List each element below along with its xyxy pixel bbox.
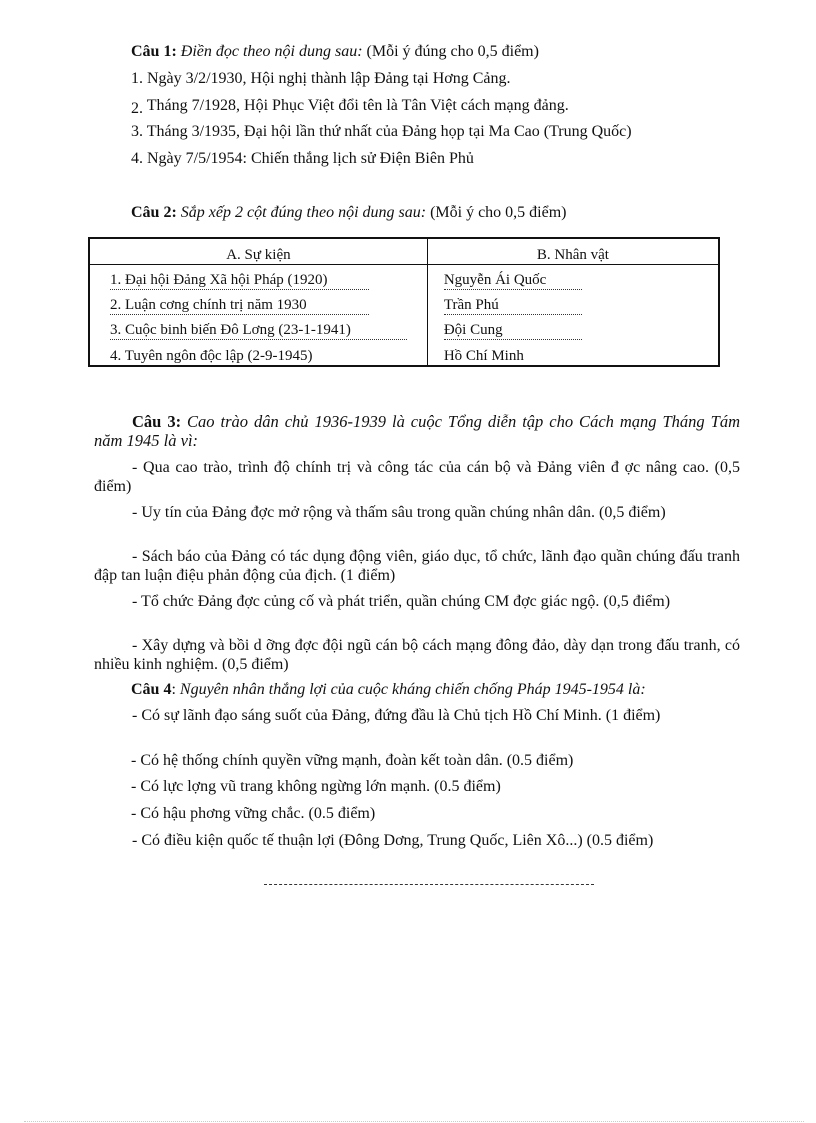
q3-point-2	[94, 503, 740, 522]
q1-item-4: 4. Ngày 7/5/1954: Chiến thắng lịch sử Điện Biên Phủ	[131, 150, 474, 167]
q3-point-text: - Sách báo của Đảng có tác dụng động viên, giáo dục, tổ chức, lãnh đạo quần chúng đấu tranh đập tan luận điệu phản động của địch. (1 điểm)	[94, 548, 740, 584]
q1-item-2-number: 2.	[131, 100, 143, 117]
q3-point-text: - Xây dựng và bồi d ỡng đợc đội ngũ cán bộ cách mạng đông đảo, dày dạn trong đấu tranh, có nhiều kinh nghiệm. (0,5 điểm)	[94, 637, 740, 673]
q1-item-1: 1. Ngày 3/2/1930, Hội nghị thành lập Đảng tại Hơng Cảng.	[131, 70, 511, 87]
matching-table	[88, 237, 720, 367]
q1-prompt: Điền đọc theo nội dung sau:	[180, 43, 363, 60]
page-bottom-border	[24, 1121, 804, 1122]
table-row	[89, 290, 719, 315]
q3-heading	[94, 412, 740, 450]
q4-point-2: - Có hệ thống chính quyền vững mạnh, đoàn kết toàn dân. (0.5 điểm)	[131, 752, 574, 769]
q2-points: (Mỗi ý cho 0,5 điểm)	[430, 204, 567, 221]
event-cell: 4. Tuyên ngôn độc lập (2-9-1945)	[110, 348, 313, 364]
q3-point-5	[94, 636, 740, 674]
q4-point-text: - Có điều kiện quốc tế thuận lợi (Đông Dơng, Trung Quốc, Liên Xô...) (0.5 điểm)	[132, 832, 654, 849]
table-row	[89, 340, 719, 366]
q3-point-3	[94, 547, 740, 585]
event-cell: 3. Cuộc binh biến Đô Lơng (23-1-1941)	[110, 322, 407, 340]
q4-heading	[131, 680, 646, 700]
table-header-row	[89, 238, 719, 265]
q3-point-text: - Uy tín của Đảng đợc mở rộng và thấm sâu trong quần chúng nhân dân. (0,5 điểm)	[132, 504, 666, 521]
q4-point-3: - Có lực lợng vũ trang không ngừng lớn mạnh. (0.5 điểm)	[131, 778, 501, 795]
q4-label: Câu 4	[131, 681, 172, 698]
q1-item-3: 3. Tháng 3/1935, Đại hội lần thứ nhất của Đảng họp tại Ma Cao (Trung Quốc)	[131, 123, 632, 140]
q4-colon: :	[171, 681, 176, 698]
q3-prompt: Cao trào dân chủ 1936-1939 là cuộc Tổng diễn tập cho Cách mạng Tháng Tám năm 1945 là vì:	[94, 412, 740, 450]
event-cell: 2. Luận cơng chính trị năm 1930	[110, 297, 369, 315]
table-row	[89, 315, 719, 340]
q2-heading	[131, 203, 567, 223]
table-row	[89, 265, 719, 291]
q1-item-2-text: Tháng 7/1928, Hội Phục Việt đổi tên là Tân Việt cách mạng đảng.	[146, 97, 569, 114]
q4-point-5	[94, 831, 740, 850]
q2-label: Câu 2:	[131, 204, 177, 221]
q4-prompt: Nguyên nhân thắng lợi của cuộc kháng chiến chống Pháp 1945-1954 là:	[179, 681, 646, 698]
q3-point-1	[94, 458, 740, 496]
end-divider	[264, 884, 594, 885]
event-cell: 1. Đại hội Đảng Xã hội Pháp (1920)	[110, 272, 369, 290]
q2-prompt: Sắp xếp 2 cột đúng theo nội dung sau:	[180, 204, 427, 221]
q3-point-4	[94, 592, 740, 611]
q3-label: Câu 3:	[132, 412, 182, 431]
q1-points: (Mỗi ý đúng cho 0,5 điểm)	[366, 43, 539, 60]
q3-point-text: - Tổ chức Đảng đợc củng cố và phát triển, quần chúng CM đợc giác ngộ. (0,5 điểm)	[132, 593, 671, 610]
col-a-header: A. Sự kiện	[89, 238, 427, 265]
q1-heading	[131, 42, 539, 62]
q1-label: Câu 1:	[131, 43, 177, 60]
person-cell: Đội Cung	[444, 322, 582, 340]
person-cell: Nguyễn Ái Quốc	[444, 272, 582, 290]
q4-point-text: - Có sự lãnh đạo sáng suốt của Đảng, đứng đầu là Chủ tịch Hồ Chí Minh. (1 điểm)	[132, 707, 661, 724]
q3-point-text: - Qua cao trào, trình độ chính trị và công tác của cán bộ và Đảng viên đ ợc nâng cao. (0,5 điểm)	[94, 459, 740, 495]
col-b-header: B. Nhân vật	[427, 238, 719, 265]
q4-point-4: - Có hậu phơng vững chắc. (0.5 điểm)	[131, 805, 376, 822]
q1-item-2	[131, 96, 569, 116]
person-cell: Hồ Chí Minh	[443, 348, 524, 364]
q4-point-1	[94, 706, 740, 725]
person-cell: Trần Phú	[444, 297, 582, 315]
